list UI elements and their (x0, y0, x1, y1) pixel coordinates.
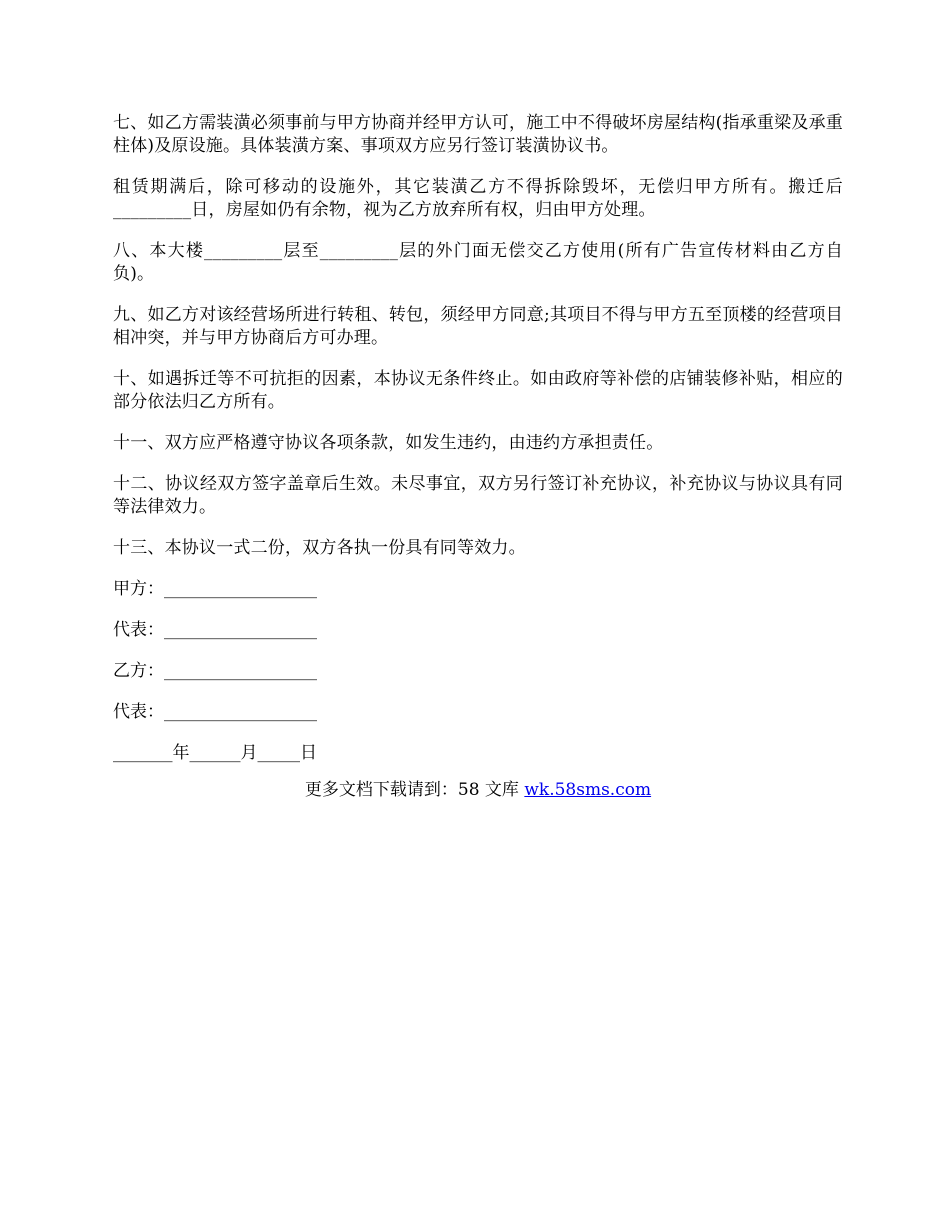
clause-9: 九、如乙方对该经营场所进行转租、转包，须经甲方同意;其项目不得与甲方五至顶楼的经营项目相冲突，并与甲方协商后方可办理。 (113, 305, 843, 348)
clause-7: 七、如乙方需装潢必须事前与甲方协商并经甲方认可，施工中不得破坏房屋结构(指承重梁及承重柱体)及原设施。具体装潢方案、事项双方应另行签订装潢协议书。 (113, 113, 843, 156)
clause-13: 十三、本协议一式二份，双方各执一份具有同等效力。 (113, 538, 526, 558)
signature-date: _______年______月_____日 (113, 743, 317, 763)
signature-party-a: 甲方：__________________ (113, 579, 317, 599)
clause-11: 十一、双方应严格遵守协议各项条款，如发生违约，由违约方承担责任。 (113, 433, 664, 453)
signature-rep-b: 代表：__________________ (113, 702, 317, 722)
signature-rep-a: 代表：__________________ (113, 620, 317, 640)
clause-10: 十、如遇拆迁等不可抗拒的因素，本协议无条件终止。如由政府等补偿的店铺装修补贴，相应的部分依法归乙方所有。 (113, 369, 843, 412)
footer-download-note (113, 779, 843, 802)
footer-prefix: 更多文档下载请到：58 文库 (304, 780, 525, 800)
signature-party-b: 乙方：__________________ (113, 661, 317, 681)
clause-12: 十二、协议经双方签字盖章后生效。未尽事宜，双方另行签订补充协议，补充协议与协议具有同等法律效力。 (113, 474, 843, 517)
clause-7-continued: 租赁期满后，除可移动的设施外，其它装潢乙方不得拆除毁坏，无偿归甲方所有。搬迁后_________日，房屋如仍有余物，视为乙方放弃所有权，归由甲方处理。 (113, 177, 843, 220)
footer-link[interactable]: wk.58sms.com (524, 780, 652, 800)
document-page (113, 112, 843, 802)
clause-8: 八、本大楼_________层至_________层的外门面无偿交乙方使用(所有广告宣传材料由乙方自负)。 (113, 241, 843, 284)
